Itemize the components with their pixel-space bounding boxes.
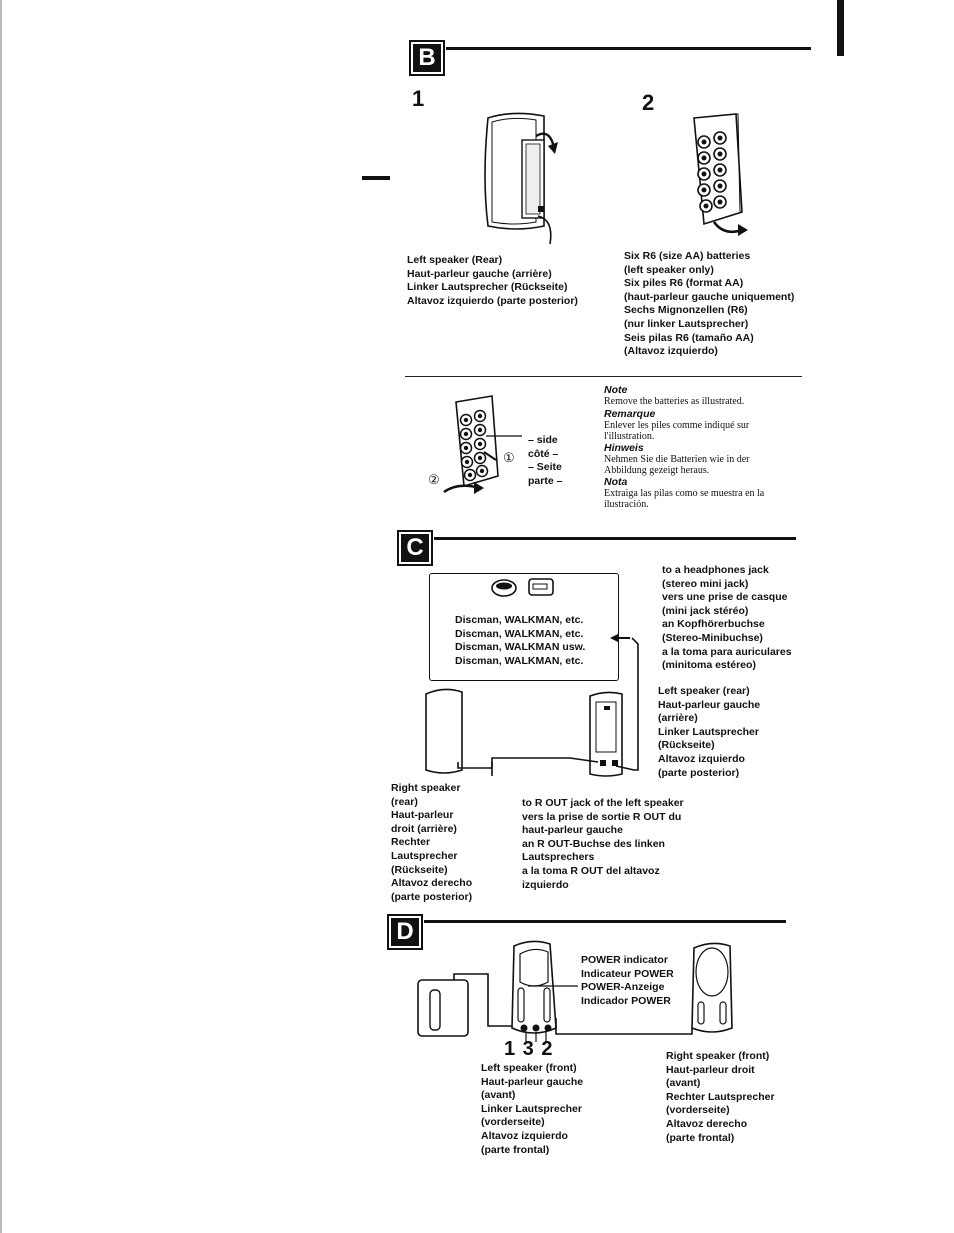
- step-2-caption: Six R6 (size AA) batteries (left speaker only) Six piles R6 (format AA) (haut-parleur gauche uniquement) Sechs Mignonzellen (R6) (nur linker Lautsprecher) Seis pilas R6 (tamaño AA) (Altavoz izquierdo): [624, 250, 795, 358]
- left-speaker-front-label: Left speaker (front) Haut-parleur gauche (avant) Linker Lautsprecher (vorderseite) Altavoz izquierdo (parte frontal): [481, 1062, 584, 1156]
- step-2-number: 2: [642, 90, 655, 115]
- section-d-marker: D: [391, 918, 419, 946]
- battery-compartment-illustration: [684, 112, 756, 242]
- section-c-rule: [434, 537, 796, 540]
- note-heading-en: Note: [604, 384, 628, 396]
- margin-mark: [362, 176, 390, 180]
- section-d-rule: [424, 920, 786, 923]
- knob-numbers: 1 3 2: [504, 1038, 554, 1060]
- left-speaker-rear-label: Left speaker (rear) Haut-parleur gauche (arrière) Linker Lautsprecher (Rückseite) Altavoz izquierdo (parte posterior): [658, 685, 761, 779]
- walkman-icon: [528, 578, 554, 596]
- note-divider: [405, 376, 802, 377]
- front-view-diagram: [410, 938, 740, 1048]
- left-speaker-rear-illustration: [478, 108, 568, 248]
- battery-removal-illustration: [440, 392, 530, 502]
- circle-1-marker: ①: [503, 450, 515, 465]
- section-b-marker: B: [413, 44, 441, 72]
- right-speaker-rear-label: Right speaker (rear) Haut-parleur droit (arrière) Rechter Lautsprecher (Rückseite) Altavoz derecho (parte posterior): [391, 782, 473, 903]
- circle-2-marker: ②: [428, 472, 440, 487]
- crop-mark: [837, 0, 844, 56]
- note-heading-es: Nota: [604, 476, 628, 488]
- power-indicator-label: POWER indicator Indicateur POWER POWER-Anzeige Indicador POWER: [581, 954, 674, 1007]
- note-heading-fr: Remarque: [604, 408, 656, 420]
- step-1-caption: Left speaker (Rear) Haut-parleur gauche (arrière) Linker Lautsprecher (Rückseite) Altavoz izquierdo (parte posterior): [407, 254, 578, 307]
- right-speaker-front-label: Right speaker (front) Haut-parleur droit (avant) Rechter Lautsprecher (vorderseite) Altavoz derecho (parte frontal): [666, 1050, 775, 1144]
- connection-diagram: [420, 630, 660, 790]
- battery-notes: Note Remove the batteries as illustrated. Remarque Enlever les piles comme indiqué sur l'illustration. Hinweis Nehmen Sie die Batterien wie in der Abbildung gezeigt heraus. Nota Extraiga las pilas como se muestra en la ilustración.: [604, 384, 804, 510]
- section-b-rule: [446, 47, 811, 50]
- binding-edge: [0, 0, 2, 1233]
- section-c-marker: C: [401, 534, 429, 562]
- side-label: – side côté – – Seite parte –: [528, 434, 563, 487]
- headphones-jack-label: to a headphones jack (stereo mini jack) vers une prise de casque (mini jack stéréo) an Kopfhörerbuchse (Stereo-Minibuchse) a la toma para auriculares (minitoma estéreo): [662, 564, 792, 672]
- discman-icon: [490, 578, 518, 598]
- step-1-number: 1: [412, 86, 425, 111]
- r-out-jack-label: to R OUT jack of the left speaker vers la prise de sortie R OUT du haut-parleur gauche an R OUT-Buchse des linken Lautsprechers a la toma R OUT del altavoz izquierdo: [522, 797, 684, 891]
- note-heading-de: Hinweis: [604, 442, 644, 454]
- device-box-label: Discman, WALKMAN, etc. Discman, WALKMAN, etc. Discman, WALKMAN usw. Discman, WALKMAN, etc.: [455, 614, 586, 667]
